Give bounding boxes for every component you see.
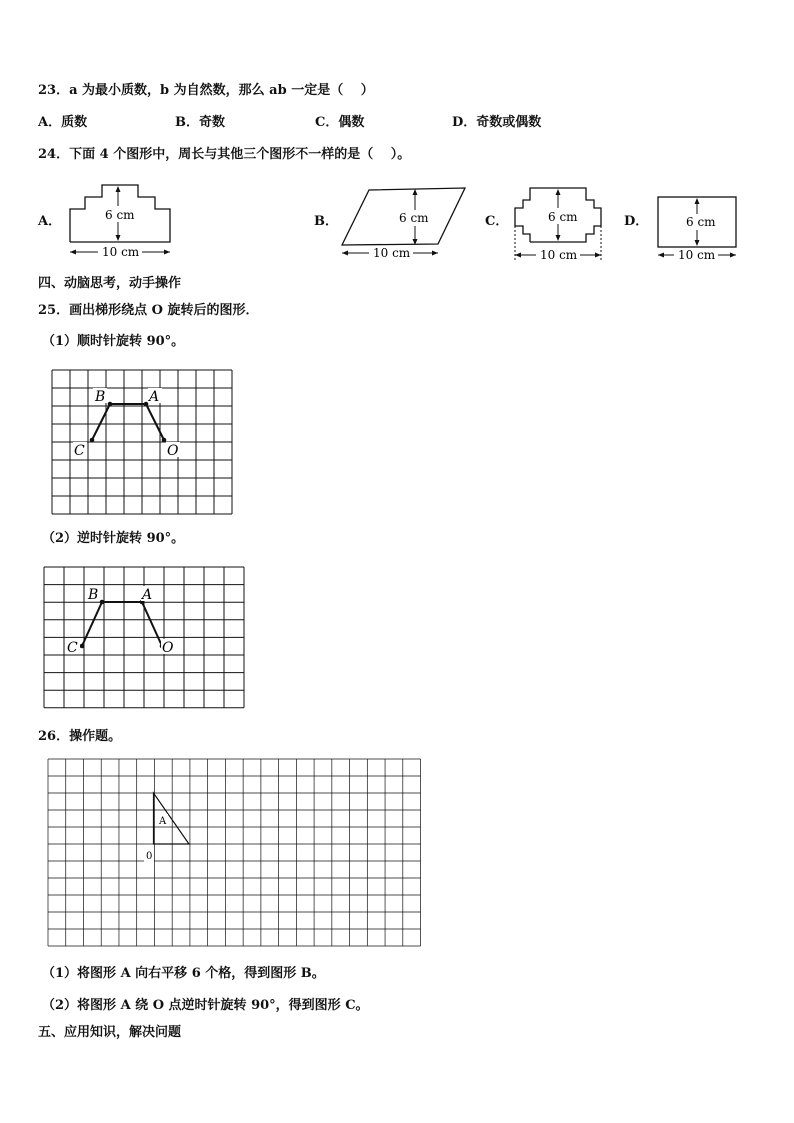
q26-grid	[46, 757, 426, 952]
q24-a-height: 6 cm	[105, 208, 135, 222]
q24-option-a-letter: A．	[38, 214, 62, 229]
q24-c-height: 6 cm	[548, 210, 578, 224]
q24-stem: 24．下面 4 个图形中，周长与其他三个图形不一样的是（ ）。	[38, 147, 411, 162]
q26-stem: 26．操作题。	[38, 729, 122, 744]
q23-option-a: A．质数	[38, 115, 88, 130]
section-5-heading: 五、应用知识，解决问题	[38, 1025, 182, 1040]
q24-option-d-letter: D．	[624, 214, 649, 229]
q25-part2: （2）逆时针旋转 90°。	[42, 531, 185, 546]
q25a-point-b: B	[95, 389, 106, 405]
q25a-point-a: A	[149, 389, 160, 405]
q23-option-d: D．奇数或偶数	[452, 115, 542, 130]
q24-c-width: 10 cm	[540, 248, 578, 262]
q24-a-width: 10 cm	[102, 245, 140, 259]
q24-d-height: 6 cm	[686, 215, 716, 229]
q23-option-b: B．奇数	[175, 115, 225, 130]
q24-figure-b	[335, 182, 475, 262]
q23-option-c: C．偶数	[315, 115, 365, 130]
q25b-point-b: B	[88, 587, 99, 603]
q25b-point-a: A	[142, 587, 153, 603]
q23-stem: 23．a 为最小质数，b 为自然数，那么 ab 一定是（ ）	[38, 83, 374, 98]
q25a-point-c: C	[74, 443, 85, 459]
q24-figure-a	[60, 182, 180, 262]
q24-option-c-letter: C．	[485, 214, 509, 229]
q26-part1: （1）将图形 A 向右平移 6 个格，得到图形 B。	[42, 966, 325, 981]
q25-stem: 25．画出梯形绕点 O 旋转后的图形．	[38, 303, 259, 318]
q26-point-label: 0	[146, 851, 153, 862]
q25b-point-o: O	[162, 640, 174, 656]
q25-grid-clockwise	[48, 368, 248, 518]
q26-shape-label: A	[159, 816, 167, 827]
q24-figure-c	[508, 180, 613, 265]
q25-part1: （1）顺时针旋转 90°。	[42, 334, 185, 349]
q24-b-height: 6 cm	[399, 211, 429, 225]
q24-b-width: 10 cm	[373, 246, 411, 260]
q24-option-b-letter: B．	[314, 214, 338, 229]
q25-grid-counterclockwise	[42, 565, 242, 715]
section-4-heading: 四、动脑思考，动手操作	[38, 276, 182, 291]
q24-d-width: 10 cm	[678, 248, 716, 262]
q24-figure-d	[650, 180, 750, 265]
q25b-point-c: C	[67, 640, 78, 656]
q25a-point-o: O	[167, 443, 179, 459]
q26-part2: （2）将图形 A 绕 O 点逆时针旋转 90°，得到图形 C。	[42, 998, 369, 1013]
